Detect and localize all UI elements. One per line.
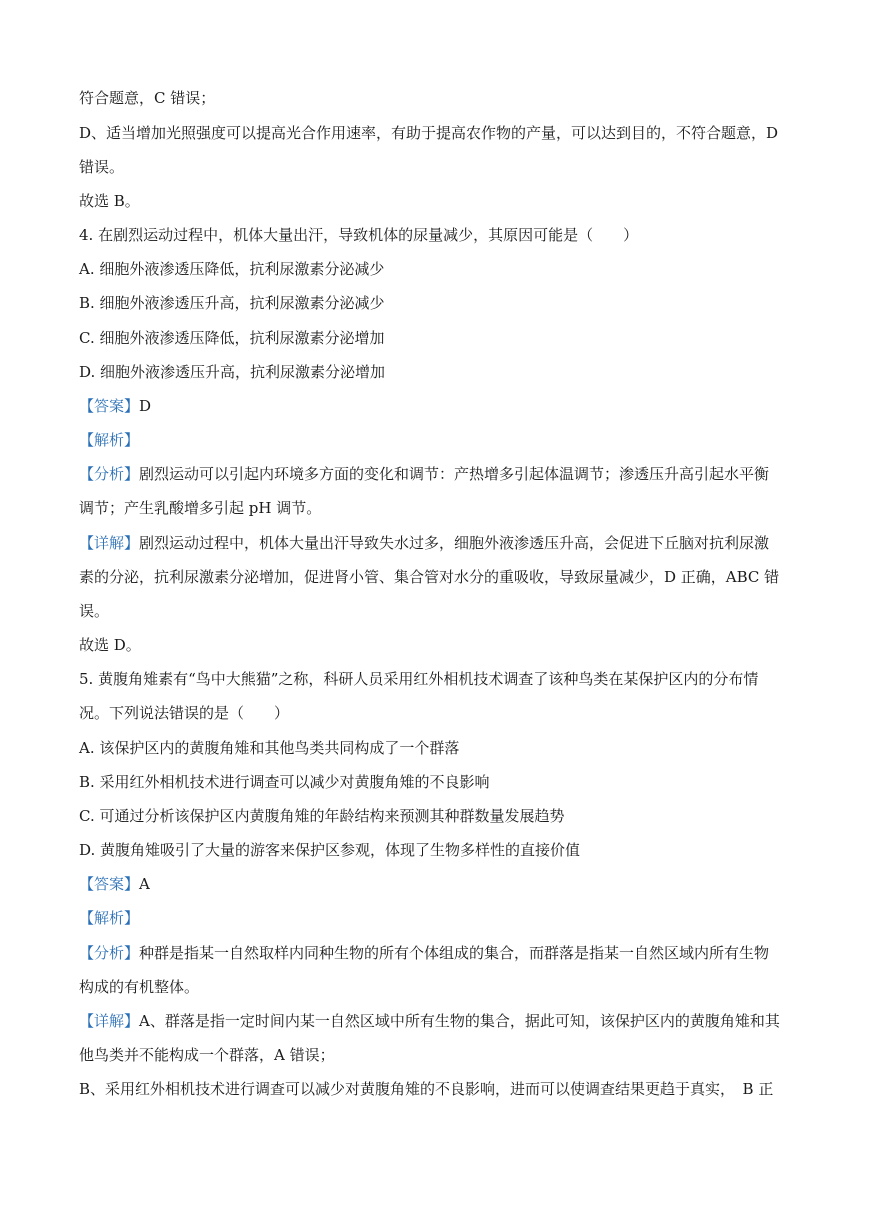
line-text: 剧烈运动可以引起内环境多方面的变化和调节：产热增多引起体温调节；渗透压升高引起水平衡 bbox=[139, 465, 770, 483]
question-stem bbox=[79, 669, 758, 689]
line-text: D bbox=[139, 397, 152, 415]
line-text: A. 该保护区内的黄腹角雉和其他鸟类共同构成了一个群落 bbox=[79, 739, 460, 757]
option-line bbox=[79, 293, 385, 313]
text-line bbox=[79, 1011, 780, 1031]
text-line bbox=[79, 123, 778, 143]
line-text: 构成的有机整体。 bbox=[79, 978, 200, 996]
answer-line bbox=[79, 396, 151, 416]
text-line bbox=[79, 943, 769, 963]
line-text: 调节；产生乳酸增多引起 pH 调节。 bbox=[79, 499, 322, 517]
text-line bbox=[79, 157, 124, 177]
text-line bbox=[79, 498, 321, 518]
question-stem bbox=[79, 225, 638, 245]
text-line bbox=[79, 533, 769, 553]
line-text: D. 黄腹角雉吸引了大量的游客来保护区参观，体现了生物多样性的直接价值 bbox=[79, 841, 581, 859]
section-tag: 【解析】 bbox=[79, 909, 140, 927]
section-tag: 【答案】 bbox=[79, 875, 140, 893]
section-tag: 【分析】 bbox=[79, 944, 140, 962]
option-line bbox=[79, 362, 385, 382]
line-text: 他鸟类并不能构成一个群落，A 错误； bbox=[79, 1046, 335, 1064]
analysis-heading bbox=[79, 430, 139, 450]
line-text: A bbox=[139, 875, 150, 893]
line-text: 素的分泌，抗利尿激素分泌增加，促进肾小管、集合管对水分的重吸收，导致尿量减少，D 正确，ABC 错 bbox=[79, 568, 780, 586]
line-text: B. 采用红外相机技术进行调查可以减少对黄腹角雉的不良影响 bbox=[79, 773, 490, 791]
text-line bbox=[79, 88, 215, 108]
text-line bbox=[79, 464, 769, 484]
line-text: D. 细胞外液渗透压升高，抗利尿激素分泌增加 bbox=[79, 363, 386, 381]
text-line bbox=[79, 635, 141, 655]
section-tag: 【解析】 bbox=[79, 431, 140, 449]
section-tag: 【分析】 bbox=[79, 465, 140, 483]
text-line bbox=[79, 1045, 335, 1065]
section-tag: 【详解】 bbox=[79, 534, 140, 552]
line-text: 故选 D。 bbox=[79, 636, 141, 654]
section-tag: 【详解】 bbox=[79, 1012, 140, 1030]
line-text: 剧烈运动过程中，机体大量出汗导致失水过多，细胞外液渗透压升高，会促进下丘脑对抗利尿激 bbox=[139, 534, 770, 552]
line-text: 故选 B。 bbox=[79, 192, 140, 210]
option-line bbox=[79, 772, 490, 792]
line-text: 况。下列说法错误的是（ ） bbox=[79, 704, 290, 722]
analysis-heading bbox=[79, 908, 139, 928]
line-text: A. 细胞外液渗透压降低，抗利尿激素分泌减少 bbox=[79, 260, 385, 278]
line-text: D、适当增加光照强度可以提高光合作用速率，有助于提高农作物的产量，可以达到目的，不符合题意，D bbox=[79, 124, 779, 142]
text-line bbox=[79, 191, 140, 211]
line-text: 4. 在剧烈运动过程中，机体大量出汗，导致机体的尿量减少，其原因可能是（ ） bbox=[79, 226, 639, 244]
option-line bbox=[79, 738, 459, 758]
line-text: 错误。 bbox=[79, 158, 125, 176]
line-text: 种群是指某一自然取样内同种生物的所有个体组成的集合，而群落是指某一自然区域内所有生物 bbox=[139, 944, 770, 962]
line-text: 误。 bbox=[79, 602, 110, 620]
option-line bbox=[79, 840, 580, 860]
option-line bbox=[79, 806, 564, 826]
text-line bbox=[79, 601, 109, 621]
question-stem bbox=[79, 703, 289, 723]
section-tag: 【答案】 bbox=[79, 397, 140, 415]
answer-line bbox=[79, 874, 150, 894]
text-line bbox=[79, 1079, 773, 1099]
line-text: B. 细胞外液渗透压升高，抗利尿激素分泌减少 bbox=[79, 294, 385, 312]
line-text: 5. 黄腹角雉素有“鸟中大熊猫”之称，科研人员采用红外相机技术调查了该种鸟类在某保护区内的分布情 bbox=[79, 670, 759, 688]
text-line bbox=[79, 977, 199, 997]
line-text: 符合题意，C 错误； bbox=[79, 89, 216, 107]
line-text: B、采用红外相机技术进行调查可以减少对黄腹角雉的不良影响，进而可以使调查结果更趋于真实， B 正 bbox=[79, 1080, 774, 1098]
text-line bbox=[79, 567, 779, 587]
line-text: C. 可通过分析该保护区内黄腹角雉的年龄结构来预测其种群数量发展趋势 bbox=[79, 807, 565, 825]
line-text: A、群落是指一定时间内某一自然区域中所有生物的集合，据此可知，该保护区内的黄腹角雉和其 bbox=[139, 1012, 780, 1030]
option-line bbox=[79, 259, 384, 279]
line-text: C. 细胞外液渗透压降低，抗利尿激素分泌增加 bbox=[79, 329, 385, 347]
option-line bbox=[79, 328, 384, 348]
